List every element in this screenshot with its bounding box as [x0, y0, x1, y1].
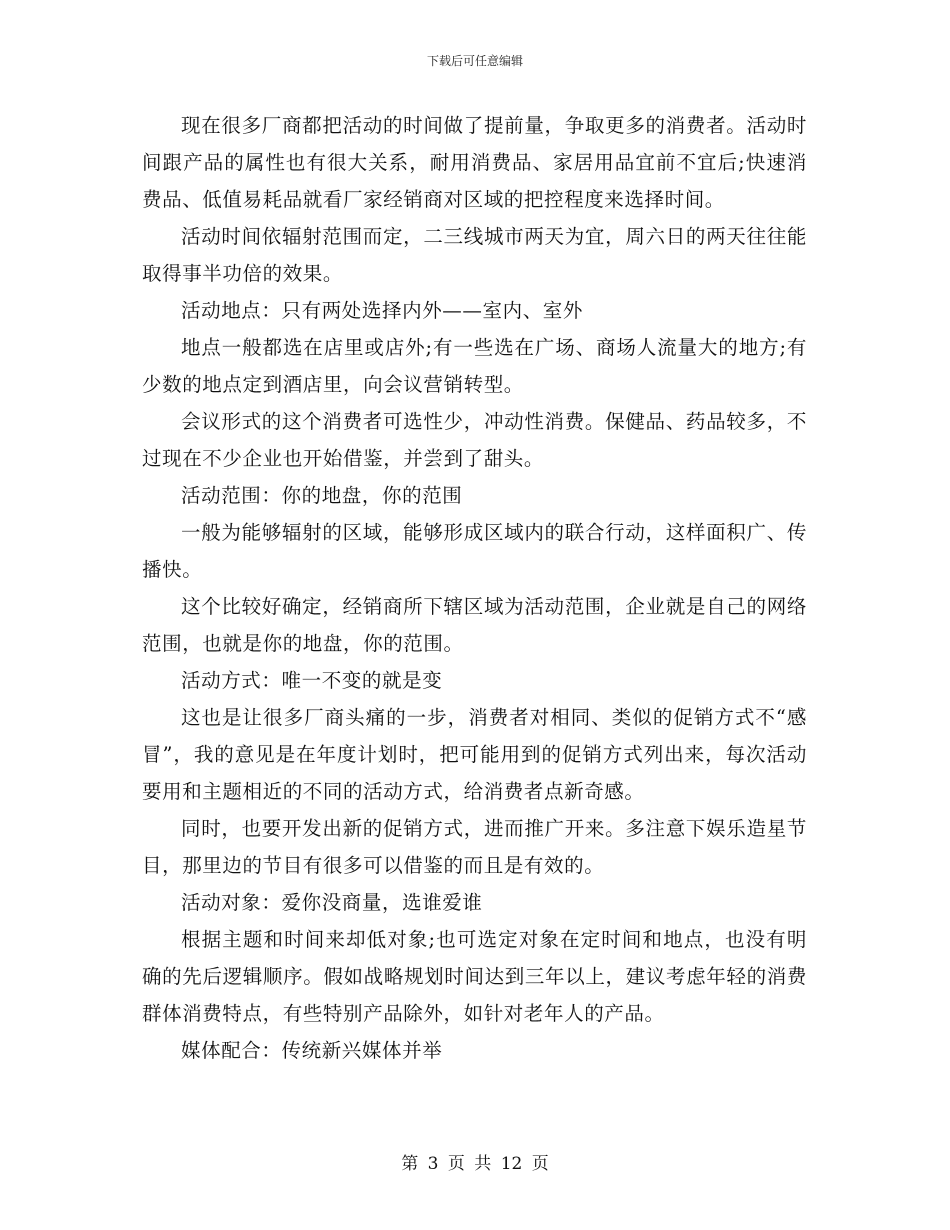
page-header: 下载后可任意编辑: [426, 54, 523, 68]
section-heading: 媒体配合：传统新兴媒体并举: [181, 1039, 443, 1062]
section-heading: 活动对象：爱你没商量，选谁爱谁: [181, 891, 483, 914]
paragraph: 现在很多厂商都把活动的时间做了提前量，争取更多的消费者。活动时间跟产品的属性也有很大关系，耐用消费品、家居用品宜前不宜后;快速消费品、低值易耗品就看厂家经销商对区域的把控程度来选择时间。: [142, 114, 807, 211]
paragraph: 活动时间依辐射范围而定，二三线城市两天为宜，周六日的两天往往能取得事半功倍的效果。: [142, 225, 807, 285]
page-number-footer: 第 3 页 共 12 页: [401, 1154, 549, 1174]
paragraph: 这个比较好确定，经销商所下辖区域为活动范围，企业就是自己的网络范围，也就是你的地盘，你的范围。: [142, 595, 807, 655]
paragraph: 这也是让很多厂商头痛的一步，消费者对相同、类似的促销方式不“感冒”，我的意见是在年度计划时，把可能用到的促销方式列出来，每次活动要用和主题相近的不同的活动方式，给消费者点新奇感。: [142, 706, 807, 803]
section-heading: 活动范围：你的地盘，你的范围: [181, 484, 463, 507]
section-heading: 活动地点：只有两处选择内外——室内、室外: [181, 299, 584, 322]
paragraph: 会议形式的这个消费者可选性少，冲动性消费。保健品、药品较多，不过现在不少企业也开始借鉴，并尝到了甜头。: [142, 410, 807, 470]
document-body: [142, 107, 807, 1069]
paragraph: 地点一般都选在店里或店外;有一些选在广场、商场人流量大的地方;有少数的地点定到酒店里，向会议营销转型。: [142, 336, 807, 396]
paragraph: 一般为能够辐射的区域，能够形成区域内的联合行动，这样面积广、传播快。: [142, 521, 807, 581]
section-heading: 活动方式：唯一不变的就是变: [181, 669, 443, 692]
paragraph: 根据主题和时间来却低对象;也可选定对象在定时间和地点，也没有明确的先后逻辑顺序。假如战略规划时间达到三年以上，建议考虑年轻的消费群体消费特点，有些特别产品除外，如针对老年人的产品。: [142, 928, 807, 1025]
paragraph: 同时，也要开发出新的促销方式，进而推广开来。多注意下娱乐造星节目，那里边的节目有很多可以借鉴的而且是有效的。: [142, 817, 807, 877]
